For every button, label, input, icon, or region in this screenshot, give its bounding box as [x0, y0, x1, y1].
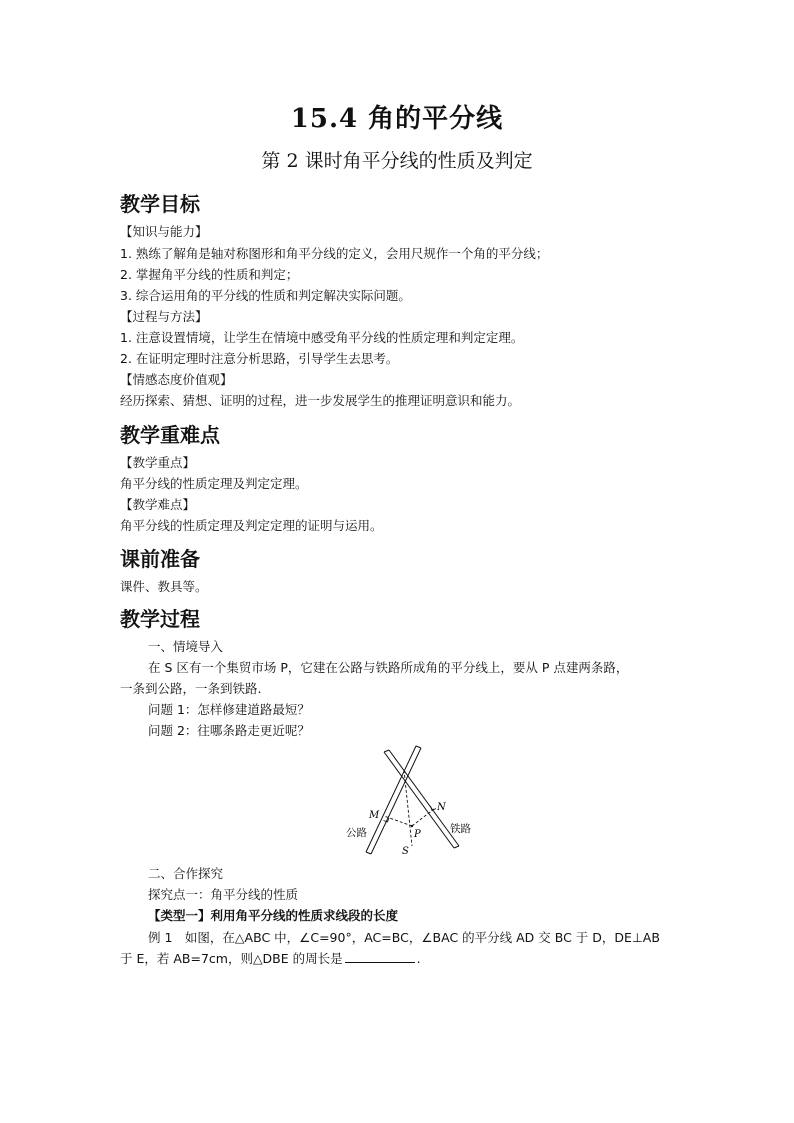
example-1-line-2-end: . [416, 951, 421, 966]
bisector-line [404, 770, 412, 846]
example-1-line-2-text: 于 E，若 AB=7cm，则△DBE 的周长是 [120, 951, 343, 966]
label-road: 公路 [346, 827, 367, 839]
label-n: N [437, 802, 446, 813]
difficulty-text: 角平分线的性质定理及判定定理的证明与运用。 [120, 518, 383, 533]
railway-pole [384, 750, 459, 848]
explore-point-1: 探究点一：角平分线的性质 [148, 887, 299, 902]
process-label: 【过程与方法】 [120, 309, 208, 324]
right-angle-mark-n [431, 806, 437, 811]
label-s: S [402, 846, 409, 857]
section-heading-preparation: 课前准备 [120, 547, 200, 571]
part1-title: 一、情境导入 [148, 639, 224, 654]
angle-bisector-figure [338, 742, 484, 860]
preparation-text: 课件、教具等。 [120, 579, 208, 594]
attitude-label: 【情感态度价值观】 [120, 372, 233, 387]
label-railway: 铁路 [450, 823, 471, 835]
perpendicular-pn [412, 809, 434, 826]
point-p [411, 825, 413, 827]
focus-text: 角平分线的性质定理及判定定理。 [120, 476, 308, 491]
type-1-label: 【类型一】利用角平分线的性质求线段的长度 [148, 908, 399, 923]
scenario-line-2: 一条到公路，一条到铁路. [120, 681, 262, 696]
scenario-line-1: 在 S 区有一个集贸市场 P，它建在公路与铁路所成角的平分线上，要从 P 点建两条路， [148, 660, 629, 675]
example-1-line-1: 例 1 如图，在△ABC 中，∠C=90°，AC=BC，∠BAC 的平分线 AD 交 BC 于 D，DE⊥AB [148, 930, 660, 945]
knowledge-item-2: 2. 掌握角平分线的性质和判定； [120, 267, 299, 282]
knowledge-item-1: 1. 熟练了解角是轴对称图形和角平分线的定义，会用尺规作一个角的平分线； [120, 246, 549, 261]
answer-blank [345, 950, 415, 963]
label-p: P [414, 829, 421, 840]
page-title: 15.4 角的平分线 [290, 104, 504, 134]
section-heading-process: 教学过程 [120, 607, 200, 631]
process-item-1: 1. 注意设置情境，让学生在情境中感受角平分线的性质定理和判定定理。 [120, 330, 524, 345]
knowledge-item-3: 3. 综合运用角的平分线的性质和判定解决实际问题。 [120, 288, 411, 303]
example-1-line-2 [120, 949, 421, 967]
question-1: 问题 1：怎样修建道路最短？ [148, 702, 310, 717]
label-m: M [369, 810, 380, 821]
difficulty-label: 【教学难点】 [120, 497, 196, 512]
focus-label: 【教学重点】 [120, 455, 196, 470]
section-heading-key-points: 教学重难点 [120, 423, 220, 447]
question-2: 问题 2：往哪条路走更近呢？ [148, 723, 310, 738]
part2-title: 二、合作探究 [148, 866, 224, 881]
section-heading-objectives: 教学目标 [120, 192, 200, 216]
road-pole [366, 746, 421, 854]
attitude-text: 经历探索、猜想、证明的过程，进一步发展学生的推理证明意识和能力。 [120, 393, 521, 408]
process-item-2: 2. 在证明定理时注意分析思路，引导学生去思考。 [120, 351, 399, 366]
knowledge-label: 【知识与能力】 [120, 224, 208, 239]
page-subtitle: 第 2 课时角平分线的性质及判定 [261, 150, 533, 172]
